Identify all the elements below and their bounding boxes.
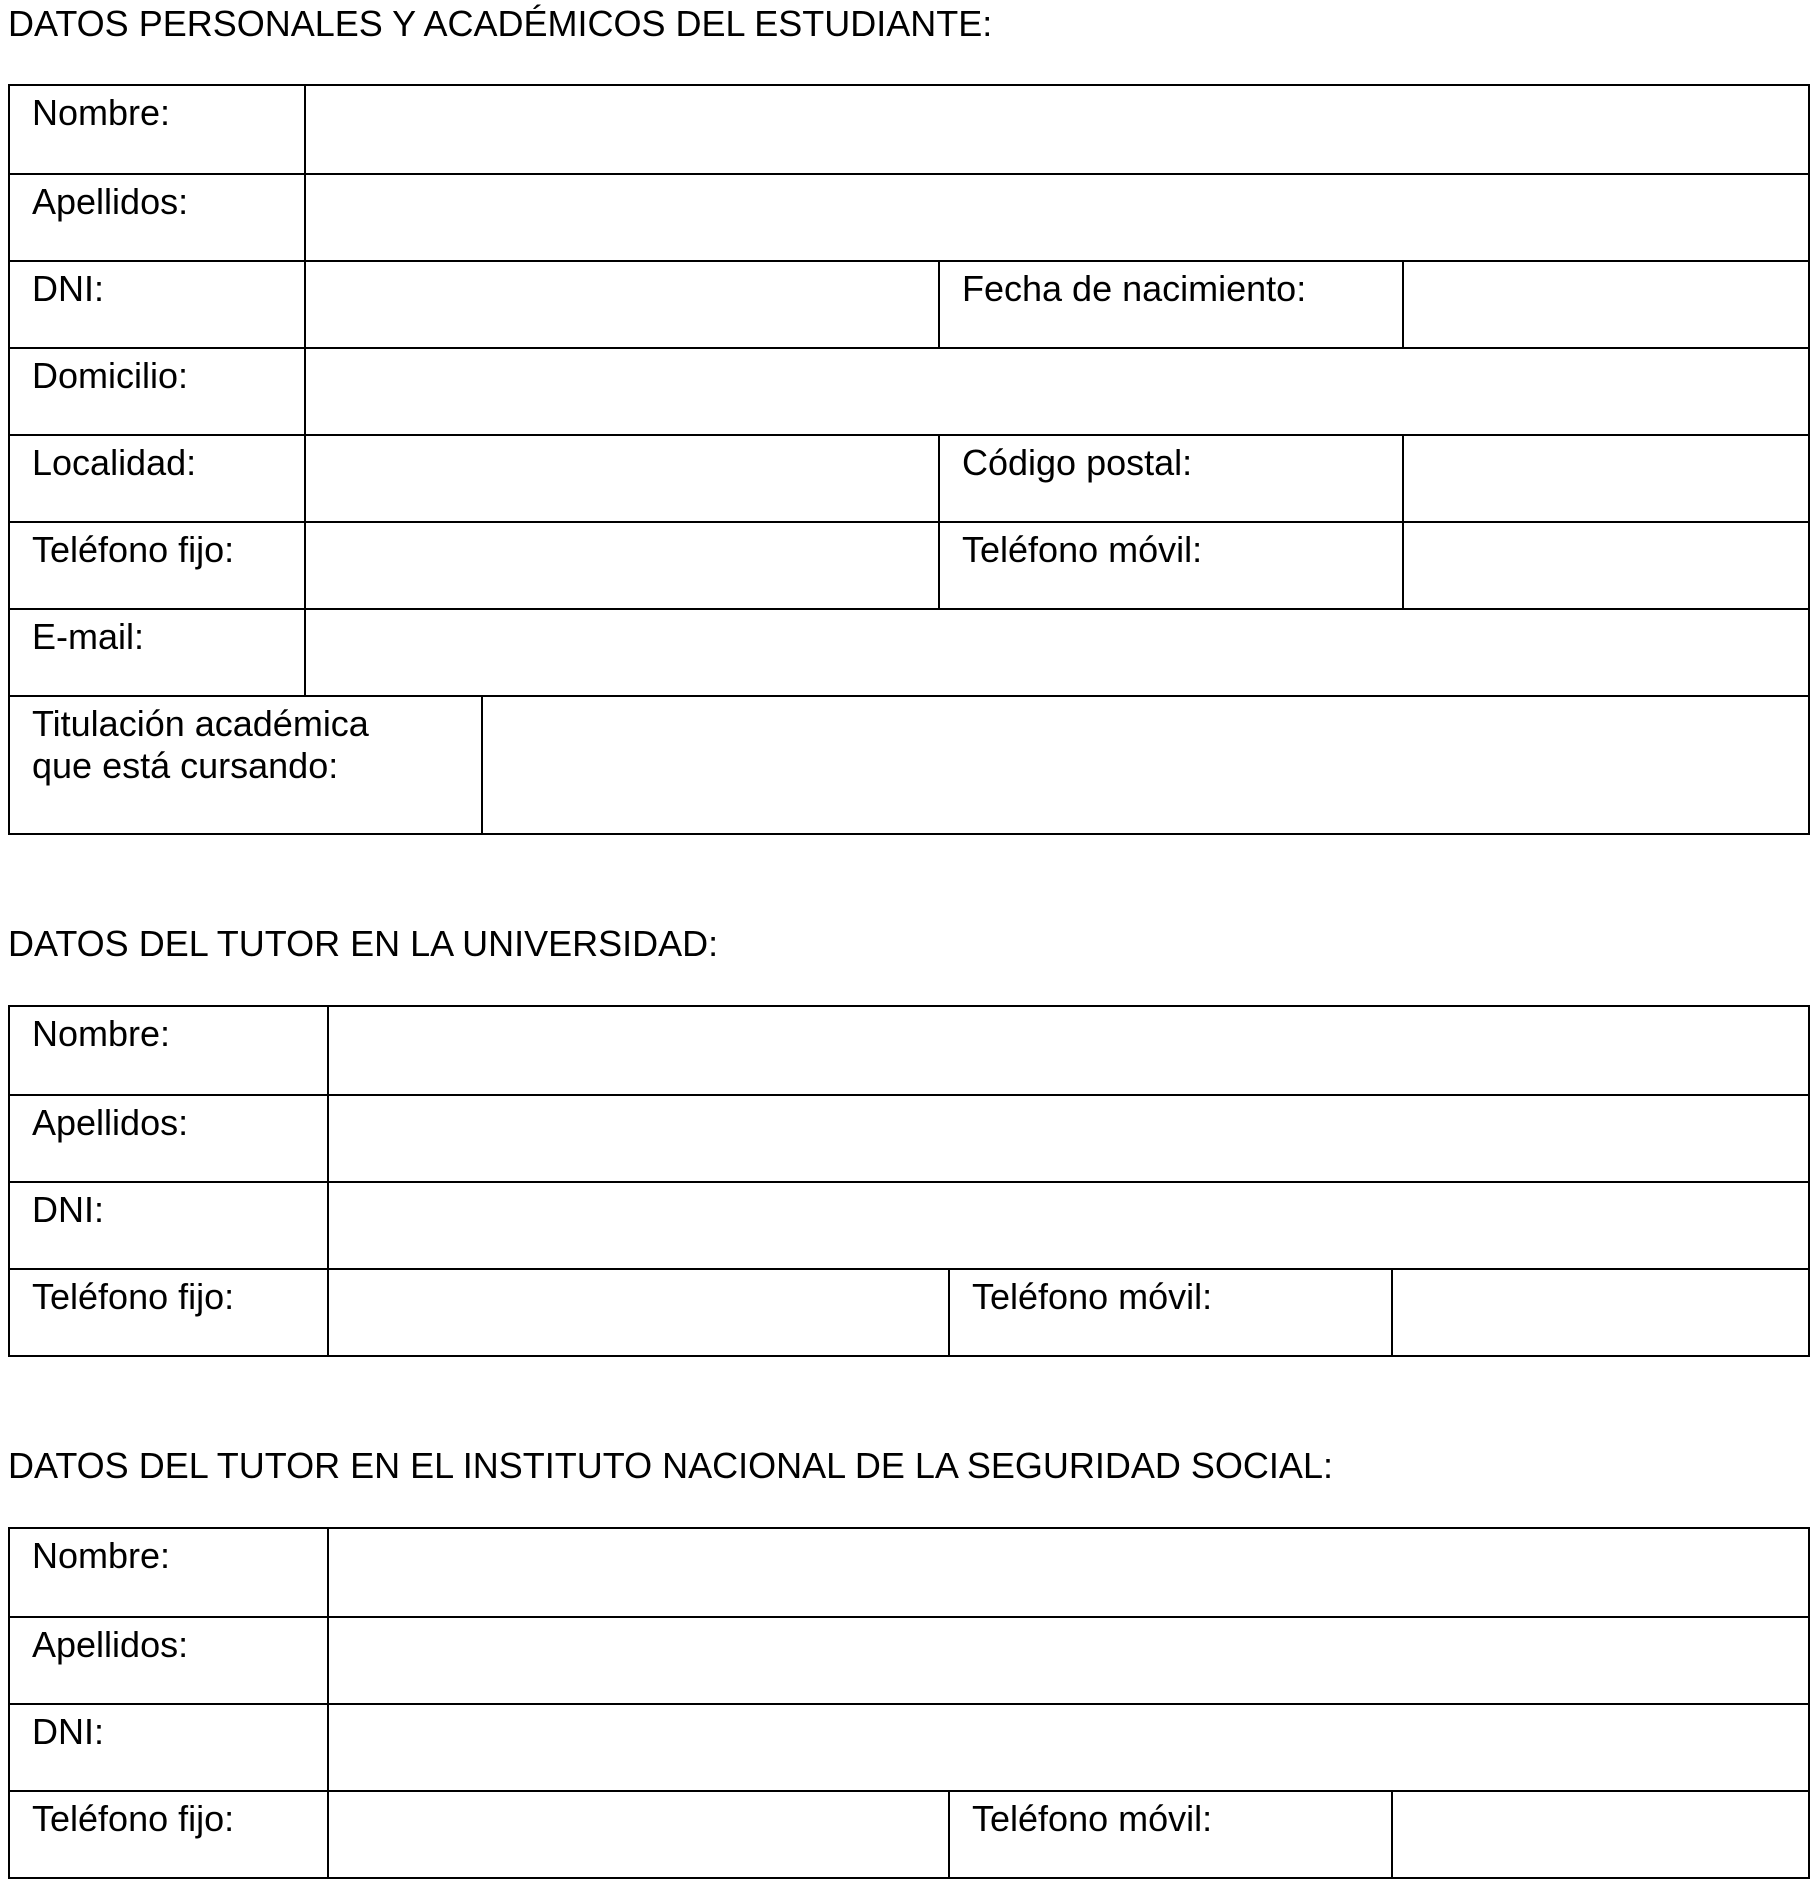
- label-email: E-mail:: [32, 616, 145, 657]
- label-apellidos: Apellidos:: [32, 1624, 189, 1665]
- titulacion-field[interactable]: [481, 697, 1808, 833]
- tutor-uni-telefono-movil-field[interactable]: [1391, 1270, 1808, 1355]
- row-telefonos: [10, 1268, 1808, 1355]
- tutor-inss-telefono-movil-field[interactable]: [1391, 1792, 1808, 1877]
- row-titulacion: [10, 695, 1808, 833]
- apellidos-field[interactable]: [304, 175, 1808, 260]
- row-dni: [10, 1703, 1808, 1790]
- localidad-field[interactable]: [304, 436, 938, 521]
- section-title-estudiante: DATOS PERSONALES Y ACADÉMICOS DEL ESTUDIANTE:: [8, 3, 993, 44]
- domicilio-field[interactable]: [304, 349, 1808, 434]
- row-email: [10, 608, 1808, 695]
- row-apellidos: [10, 173, 1808, 260]
- telefono-movil-field[interactable]: [1402, 523, 1808, 608]
- row-dni: [10, 260, 1808, 347]
- label-dni: DNI:: [32, 268, 104, 309]
- row-telefonos: [10, 521, 1808, 608]
- label-titulacion-line1: Titulación académica: [32, 703, 369, 744]
- tutor-uni-apellidos-field[interactable]: [327, 1096, 1808, 1181]
- label-titulacion: [10, 697, 481, 833]
- label-telefono-movil: Teléfono móvil:: [948, 1792, 1391, 1877]
- row-telefonos: [10, 1790, 1808, 1877]
- email-field[interactable]: [304, 610, 1808, 695]
- label-apellidos: Apellidos:: [32, 181, 189, 222]
- row-nombre: [10, 1007, 1808, 1094]
- label-domicilio: Domicilio:: [32, 355, 189, 396]
- tutor-inss-nombre-field[interactable]: [327, 1529, 1808, 1616]
- label-telefono-fijo: Teléfono fijo:: [32, 529, 235, 570]
- tutor-inss-table: [8, 1527, 1810, 1879]
- row-localidad: [10, 434, 1808, 521]
- codigo-postal-field[interactable]: [1402, 436, 1808, 521]
- row-nombre: [10, 1529, 1808, 1616]
- tutor-inss-apellidos-field[interactable]: [327, 1618, 1808, 1703]
- telefono-fijo-field[interactable]: [304, 523, 938, 608]
- student-table: [8, 84, 1810, 835]
- label-nombre: Nombre:: [32, 92, 171, 133]
- row-dni: [10, 1181, 1808, 1268]
- label-dni: DNI:: [32, 1711, 104, 1752]
- label-telefono-movil: Teléfono móvil:: [948, 1270, 1391, 1355]
- row-apellidos: [10, 1616, 1808, 1703]
- tutor-universidad-table: [8, 1005, 1810, 1357]
- tutor-uni-telefono-fijo-field[interactable]: [327, 1270, 948, 1355]
- tutor-inss-dni-field[interactable]: [327, 1705, 1808, 1790]
- label-dni: DNI:: [32, 1189, 104, 1230]
- row-domicilio: [10, 347, 1808, 434]
- label-codigo-postal: Código postal:: [938, 436, 1402, 521]
- dni-field[interactable]: [304, 262, 938, 347]
- label-telefono-fijo: Teléfono fijo:: [32, 1276, 235, 1317]
- label-apellidos: Apellidos:: [32, 1102, 189, 1143]
- row-nombre: [10, 86, 1808, 173]
- tutor-uni-nombre-field[interactable]: [327, 1007, 1808, 1094]
- section-title-tutor-inss: DATOS DEL TUTOR EN EL INSTITUTO NACIONAL DE LA SEGURIDAD SOCIAL:: [8, 1445, 1333, 1486]
- label-titulacion-line2: que está cursando:: [32, 745, 339, 786]
- tutor-inss-telefono-fijo-field[interactable]: [327, 1792, 948, 1877]
- label-localidad: Localidad:: [32, 442, 197, 483]
- label-fecha-nacimiento: Fecha de nacimiento:: [938, 262, 1402, 347]
- nombre-field[interactable]: [304, 86, 1808, 173]
- section-title-tutor-universidad: DATOS DEL TUTOR EN LA UNIVERSIDAD:: [8, 923, 719, 964]
- label-nombre: Nombre:: [32, 1013, 171, 1054]
- label-nombre: Nombre:: [32, 1535, 171, 1576]
- row-apellidos: [10, 1094, 1808, 1181]
- label-telefono-movil: Teléfono móvil:: [938, 523, 1402, 608]
- label-telefono-fijo: Teléfono fijo:: [32, 1798, 235, 1839]
- tutor-uni-dni-field[interactable]: [327, 1183, 1808, 1268]
- fecha-nacimiento-field[interactable]: [1402, 262, 1808, 347]
